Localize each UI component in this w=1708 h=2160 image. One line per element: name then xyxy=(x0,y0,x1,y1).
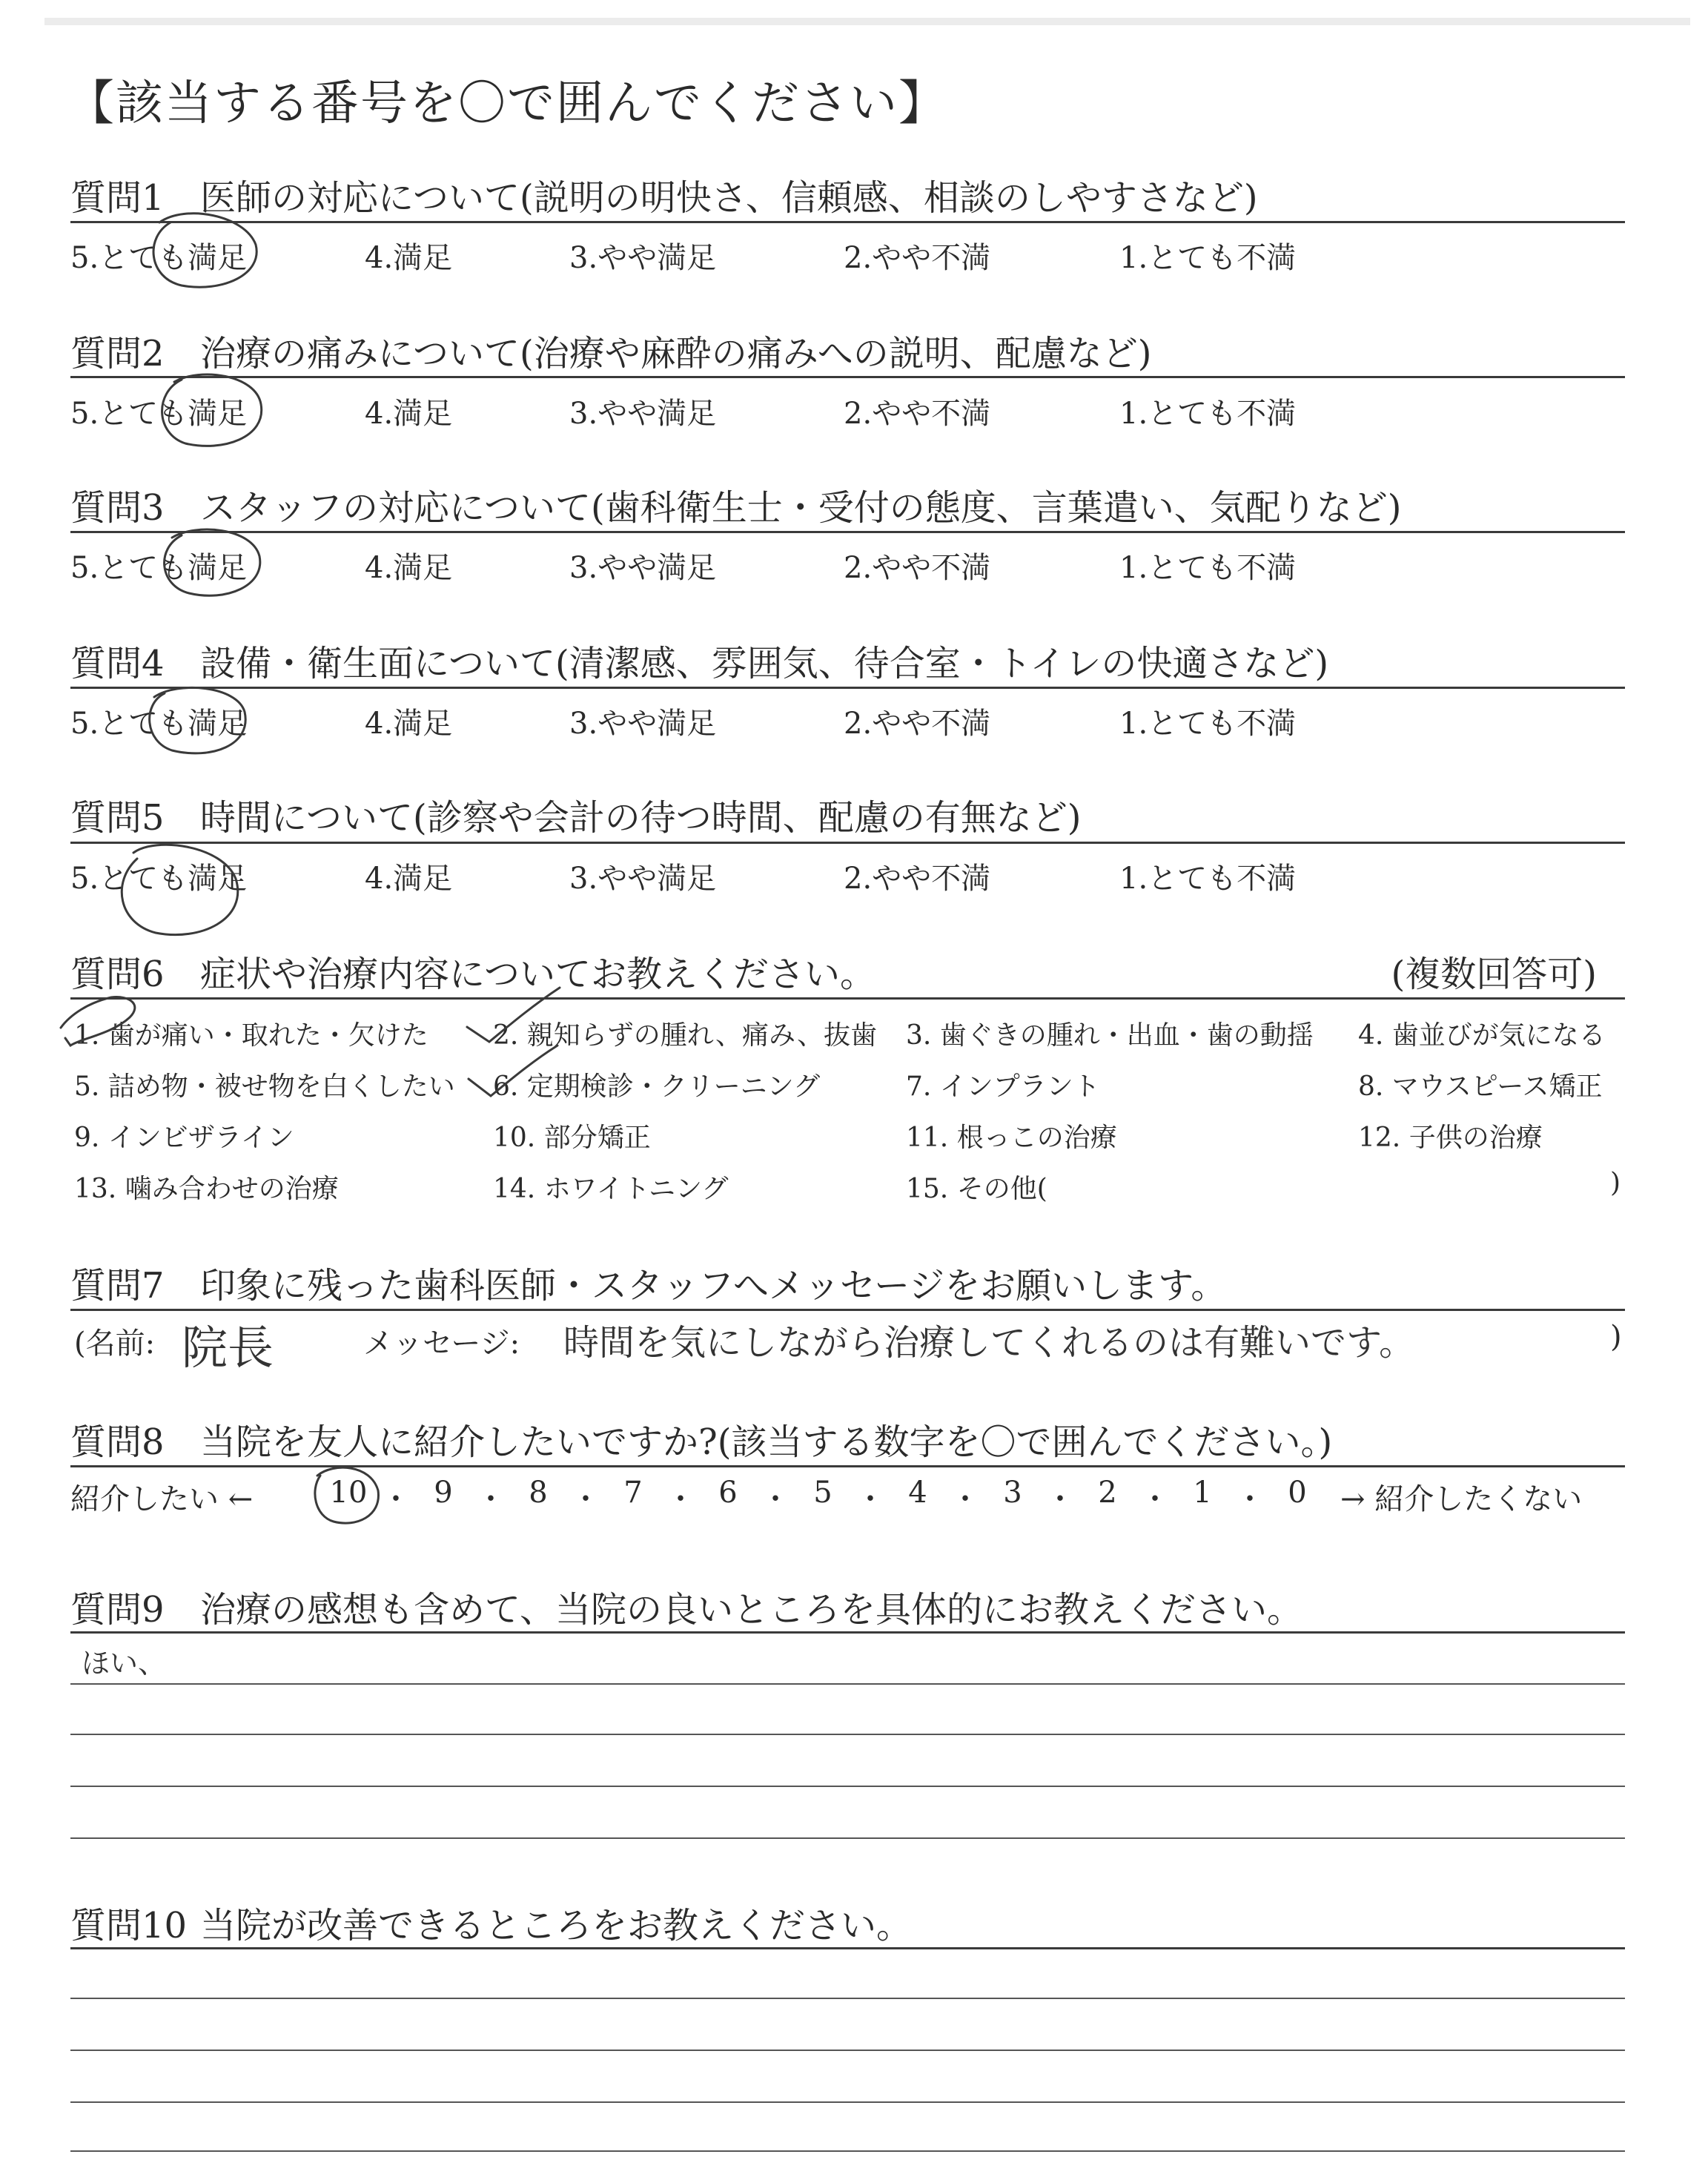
question-9-rule xyxy=(70,1631,1625,1634)
question-3-heading: 質問3 スタッフの対応について(歯科衛生士・受付の態度、言葉遣い、気配りなど) xyxy=(70,487,1402,529)
symptom-option-other[interactable]: 15. その他( xyxy=(906,1174,1047,1204)
symptom-option[interactable]: 7. インプラント xyxy=(906,1071,1100,1102)
rating-option[interactable]: 2.やや不満 xyxy=(844,397,991,431)
question-7-rule xyxy=(70,1309,1625,1311)
rating-option[interactable]: 2.やや不満 xyxy=(844,241,991,275)
good-points-handwritten[interactable]: ほい、 xyxy=(82,1647,167,1680)
rating-option[interactable]: 3.やや満足 xyxy=(569,241,717,275)
answer-line[interactable] xyxy=(70,2050,1625,2051)
message-close-paren: ) xyxy=(1610,1320,1622,1354)
scale-value[interactable]: 7 xyxy=(623,1476,643,1510)
name-handwritten[interactable]: 院長 xyxy=(182,1321,274,1375)
scale-dot: ・ xyxy=(476,1482,506,1516)
answer-line[interactable] xyxy=(70,1683,1625,1685)
question-5-heading: 質問5 時間について(診察や会計の待つ時間、配慮の有無など) xyxy=(70,797,1082,839)
page-title: 【該当する番号を〇で囲んでください】 xyxy=(67,76,947,131)
symptom-option[interactable]: 12. 子供の治療 xyxy=(1358,1123,1543,1153)
answer-line[interactable] xyxy=(70,1734,1625,1735)
rating-option[interactable]: 2.やや不満 xyxy=(844,707,991,741)
rating-option[interactable]: 3.やや満足 xyxy=(569,862,717,896)
scale-dot: ・ xyxy=(571,1482,600,1516)
symptom-option[interactable]: 10. 部分矯正 xyxy=(493,1123,651,1153)
question-8-heading: 質問8 当院を友人に紹介したいですか?(該当する数字を〇で囲んでください。) xyxy=(70,1421,1333,1463)
rating-option[interactable]: 4.満足 xyxy=(365,397,453,431)
symptom-option[interactable]: 11. 根っこの治療 xyxy=(906,1123,1117,1153)
recommend-left-label: 紹介したい ← xyxy=(70,1482,254,1516)
rating-option[interactable]: 4.満足 xyxy=(365,241,453,275)
symptom-option[interactable]: 1. 歯が痛い・取れた・欠けた xyxy=(74,1020,428,1051)
rating-option[interactable]: 5.とても満足 xyxy=(70,397,248,431)
question-5-rule xyxy=(70,842,1625,844)
question-4-rule xyxy=(70,687,1625,689)
symptom-option[interactable]: 2. 親知らずの腫れ、痛み、抜歯 xyxy=(493,1020,878,1051)
rating-option[interactable]: 3.やや満足 xyxy=(569,551,717,585)
question-2-heading: 質問2 治療の痛みについて(治療や麻酔の痛みへの説明、配慮など) xyxy=(70,333,1152,374)
scale-dot: ・ xyxy=(1045,1482,1075,1516)
question-10-heading: 質問10 当院が改善できるところをお教えください。 xyxy=(70,1905,913,1946)
answer-line[interactable] xyxy=(70,2150,1625,2152)
message-label: メッセージ: xyxy=(363,1327,520,1361)
answer-line[interactable] xyxy=(70,2101,1625,2103)
question-6-rule xyxy=(70,997,1625,1000)
rating-option[interactable]: 5.とても満足 xyxy=(70,241,248,275)
scale-dot: ・ xyxy=(666,1482,695,1516)
rating-option[interactable]: 4.満足 xyxy=(365,707,453,741)
rating-option[interactable]: 2.やや不満 xyxy=(844,551,991,585)
rating-option[interactable]: 3.やや満足 xyxy=(569,707,717,741)
question-3-rule xyxy=(70,531,1625,533)
symptom-option[interactable]: 8. マウスピース矯正 xyxy=(1358,1071,1603,1102)
rating-option[interactable]: 3.やや満足 xyxy=(569,397,717,431)
question-2-rule xyxy=(70,376,1625,378)
scale-value[interactable]: 1 xyxy=(1193,1476,1212,1510)
rating-option[interactable]: 4.満足 xyxy=(365,862,453,896)
other-close-paren: ) xyxy=(1610,1168,1621,1198)
symptom-option[interactable]: 14. ホワイトニング xyxy=(493,1174,729,1204)
symptom-option[interactable]: 4. 歯並びが気になる xyxy=(1358,1020,1606,1051)
symptom-option[interactable]: 5. 詰め物・被せ物を白くしたい xyxy=(74,1071,455,1102)
message-handwritten[interactable]: 時間を気にしながら治療してくれるのは有難いです。 xyxy=(563,1322,1415,1364)
scale-value[interactable]: 5 xyxy=(813,1476,833,1510)
scale-dot: ・ xyxy=(1235,1482,1265,1516)
rating-option[interactable]: 4.満足 xyxy=(365,551,453,585)
scale-value[interactable]: 0 xyxy=(1288,1476,1307,1510)
name-label: (名前: xyxy=(74,1327,156,1361)
question-8-rule xyxy=(70,1465,1625,1467)
rating-option[interactable]: 1.とても不満 xyxy=(1119,397,1297,431)
rating-option[interactable]: 1.とても不満 xyxy=(1119,551,1297,585)
rating-option[interactable]: 1.とても不満 xyxy=(1119,707,1297,741)
scale-value[interactable]: 9 xyxy=(434,1476,453,1510)
question-10-rule xyxy=(70,1947,1625,1949)
scale-value[interactable]: 4 xyxy=(908,1476,927,1510)
scale-value[interactable]: 8 xyxy=(529,1476,548,1510)
scale-dot: ・ xyxy=(950,1482,980,1516)
symptom-option[interactable]: 13. 噛み合わせの治療 xyxy=(74,1174,339,1204)
question-7-heading: 質問7 印象に残った歯科医師・スタッフへメッセージをお願いします。 xyxy=(70,1265,1227,1307)
question-6-heading: 質問6 症状や治療内容についてお教えください。 xyxy=(70,954,876,995)
answer-line[interactable] xyxy=(70,1786,1625,1787)
answer-line[interactable] xyxy=(70,1837,1625,1839)
rating-option[interactable]: 5.とても満足 xyxy=(70,707,248,741)
symptom-option[interactable]: 6. 定期検診・クリーニング xyxy=(493,1071,821,1102)
scale-value[interactable]: 2 xyxy=(1098,1476,1117,1510)
scale-dot: ・ xyxy=(1140,1482,1170,1516)
scale-value[interactable]: 6 xyxy=(718,1476,738,1510)
scale-value-selected[interactable]: 10 xyxy=(329,1476,368,1510)
scale-value[interactable]: 3 xyxy=(1003,1476,1022,1510)
question-9-heading: 質問9 治療の感想も含めて、当院の良いところを具体的にお教えください。 xyxy=(70,1589,1303,1631)
multiple-answers-note: (複数回答可) xyxy=(1391,954,1597,995)
rating-option[interactable]: 1.とても不満 xyxy=(1119,241,1297,275)
recommend-right-label: → 紹介したくない xyxy=(1340,1482,1583,1516)
scale-dot: ・ xyxy=(761,1482,790,1516)
question-1-rule xyxy=(70,221,1625,223)
question-4-heading: 質問4 設備・衛生面について(清潔感、雰囲気、待合室・トイレの快適さなど) xyxy=(70,643,1329,684)
symptom-option[interactable]: 9. インビザライン xyxy=(74,1123,294,1153)
answer-line[interactable] xyxy=(70,1998,1625,1999)
rating-option[interactable]: 2.やや不満 xyxy=(844,862,991,896)
rating-option[interactable]: 5.とても満足 xyxy=(70,551,248,585)
rating-option[interactable]: 1.とても不満 xyxy=(1119,862,1297,896)
symptom-option[interactable]: 3. 歯ぐきの腫れ・出血・歯の動揺 xyxy=(906,1020,1314,1051)
scale-dot: ・ xyxy=(381,1482,411,1516)
scan-top-edge xyxy=(44,18,1690,25)
scale-dot: ・ xyxy=(855,1482,885,1516)
question-1-heading: 質問1 医師の対応について(説明の明快さ、信頼感、相談のしやすさなど) xyxy=(70,177,1258,219)
rating-option[interactable]: 5.とても満足 xyxy=(70,862,248,896)
